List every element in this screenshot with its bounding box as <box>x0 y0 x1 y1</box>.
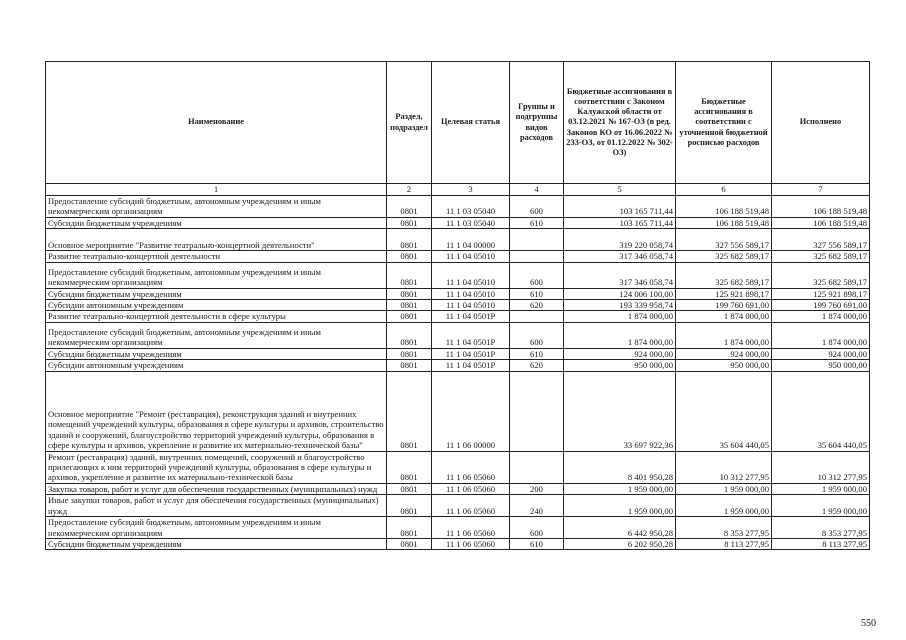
row-law-amount: 103 165 711,44 <box>564 217 676 228</box>
row-target: 11 1 04 0501Р <box>432 322 510 348</box>
row-target: 11 1 06 05060 <box>432 451 510 483</box>
table-row <box>46 251 870 262</box>
row-law-amount: 8 401 950,28 <box>564 451 676 483</box>
row-executed-amount: 1 959 000,00 <box>772 495 870 517</box>
row-target: 11 1 04 05010 <box>432 262 510 288</box>
row-target: 11 1 04 05010 <box>432 251 510 262</box>
table-row <box>46 288 870 299</box>
row-law-amount: 319 220 058,74 <box>564 229 676 251</box>
row-section: 0801 <box>387 288 432 299</box>
table-row <box>46 483 870 494</box>
row-executed-amount: 325 682 589,17 <box>772 251 870 262</box>
row-name: Субсидии бюджетным учреждениям <box>46 538 387 549</box>
row-plan-amount: 35 604 440,05 <box>676 371 772 451</box>
row-executed-amount: 950 000,00 <box>772 360 870 371</box>
row-expense-group: 620 <box>510 360 564 371</box>
row-law-amount: 924 000,00 <box>564 348 676 359</box>
column-number: 1 <box>46 184 387 196</box>
row-target: 11 1 03 05040 <box>432 217 510 228</box>
table-row <box>46 229 870 251</box>
row-plan-amount: 199 760 691,00 <box>676 300 772 311</box>
column-number: 3 <box>432 184 510 196</box>
row-expense-group <box>510 229 564 251</box>
table-row <box>46 311 870 322</box>
row-expense-group: 600 <box>510 262 564 288</box>
row-name: Развитие театрально-концертной деятельности в сфере культуры <box>46 311 387 322</box>
table-row <box>46 517 870 539</box>
row-section: 0801 <box>387 229 432 251</box>
row-name: Основное мероприятие "Ремонт (реставрация), реконструкция зданий и внутренних помещений учреждений культуры, образования в сфере культуры и архивов, строительство зданий и сооружений, благоустройство территорий учреждений культуры, образования в сфере культуры и архивов, укрепление и развитие их материально-технической базы" <box>46 371 387 451</box>
row-target: 11 1 04 0501Р <box>432 360 510 371</box>
row-target: 11 1 06 00000 <box>432 371 510 451</box>
header-refined: Бюджетные ассигнования в соответствии с уточненной бюджетной росписью расходов <box>676 62 772 184</box>
row-name: Иные закупки товаров, работ и услуг для обеспечения государственных (муниципальных) нужд <box>46 495 387 517</box>
row-target: 11 1 06 05060 <box>432 538 510 549</box>
row-expense-group: 620 <box>510 300 564 311</box>
row-plan-amount: 10 312 277,95 <box>676 451 772 483</box>
row-executed-amount: 325 682 589,17 <box>772 262 870 288</box>
row-target: 11 1 04 0501Р <box>432 348 510 359</box>
row-expense-group: 610 <box>510 538 564 549</box>
row-plan-amount: 8 353 277,95 <box>676 517 772 539</box>
header-name: Наименование <box>46 62 387 184</box>
row-plan-amount: 1 874 000,00 <box>676 311 772 322</box>
row-law-amount: 103 165 711,44 <box>564 196 676 218</box>
row-plan-amount: 8 113 277,95 <box>676 538 772 549</box>
column-number: 4 <box>510 184 564 196</box>
row-plan-amount: 125 921 898,17 <box>676 288 772 299</box>
header-section: Раздел, подраздел <box>387 62 432 184</box>
row-name: Субсидии автономным учреждениям <box>46 360 387 371</box>
row-section: 0801 <box>387 217 432 228</box>
page-number: 550 <box>861 618 876 629</box>
row-plan-amount: 1 874 000,00 <box>676 322 772 348</box>
row-executed-amount: 327 556 589,17 <box>772 229 870 251</box>
row-law-amount: 6 442 950,28 <box>564 517 676 539</box>
row-executed-amount: 1 874 000,00 <box>772 322 870 348</box>
row-target: 11 1 04 05010 <box>432 288 510 299</box>
table-row <box>46 348 870 359</box>
row-name: Субсидии бюджетным учреждениям <box>46 217 387 228</box>
row-section: 0801 <box>387 251 432 262</box>
row-expense-group: 610 <box>510 217 564 228</box>
header-executed: Исполнено <box>772 62 870 184</box>
table-row <box>46 495 870 517</box>
row-expense-group: 610 <box>510 288 564 299</box>
row-law-amount: 1 874 000,00 <box>564 311 676 322</box>
row-expense-group <box>510 311 564 322</box>
column-number: 6 <box>676 184 772 196</box>
row-expense-group: 600 <box>510 196 564 218</box>
row-plan-amount: 950 000,00 <box>676 360 772 371</box>
table-row <box>46 262 870 288</box>
row-law-amount: 950 000,00 <box>564 360 676 371</box>
row-plan-amount: 325 682 589,17 <box>676 251 772 262</box>
column-number-row <box>46 184 870 196</box>
row-name: Развитие театрально-концертной деятельности <box>46 251 387 262</box>
column-number: 2 <box>387 184 432 196</box>
row-expense-group: 200 <box>510 483 564 494</box>
row-expense-group <box>510 251 564 262</box>
row-name: Субсидии автономным учреждениям <box>46 300 387 311</box>
row-section: 0801 <box>387 483 432 494</box>
row-executed-amount: 924 000,00 <box>772 348 870 359</box>
row-law-amount: 1 874 000,00 <box>564 322 676 348</box>
row-expense-group <box>510 371 564 451</box>
row-plan-amount: 325 682 589,17 <box>676 262 772 288</box>
row-plan-amount: 106 188 519,48 <box>676 196 772 218</box>
row-section: 0801 <box>387 517 432 539</box>
row-name: Предоставление субсидий бюджетным, автономным учреждениям и иным некоммерческим организациям <box>46 196 387 218</box>
table-row <box>46 538 870 549</box>
row-expense-group: 600 <box>510 322 564 348</box>
row-name: Предоставление субсидий бюджетным, автономным учреждениям и иным некоммерческим организациям <box>46 262 387 288</box>
row-law-amount: 33 697 922,36 <box>564 371 676 451</box>
row-law-amount: 1 959 000,00 <box>564 483 676 494</box>
row-section: 0801 <box>387 300 432 311</box>
row-target: 11 1 06 05060 <box>432 495 510 517</box>
row-law-amount: 1 959 000,00 <box>564 495 676 517</box>
row-expense-group: 240 <box>510 495 564 517</box>
header-target: Целевая статья <box>432 62 510 184</box>
table-row <box>46 451 870 483</box>
column-number: 7 <box>772 184 870 196</box>
row-expense-group: 600 <box>510 517 564 539</box>
header-row <box>46 62 870 184</box>
row-target: 11 1 06 05060 <box>432 483 510 494</box>
row-executed-amount: 8 113 277,95 <box>772 538 870 549</box>
row-executed-amount: 106 188 519,48 <box>772 217 870 228</box>
row-section: 0801 <box>387 360 432 371</box>
budget-table <box>45 61 870 550</box>
row-section: 0801 <box>387 262 432 288</box>
row-executed-amount: 1 959 000,00 <box>772 483 870 494</box>
row-law-amount: 317 346 058,74 <box>564 262 676 288</box>
table-row <box>46 322 870 348</box>
row-plan-amount: 106 188 519,48 <box>676 217 772 228</box>
row-name: Основное мероприятие "Развитие театрально-концертной деятельности" <box>46 229 387 251</box>
row-executed-amount: 1 874 000,00 <box>772 311 870 322</box>
row-target: 11 1 06 05060 <box>432 517 510 539</box>
row-name: Предоставление субсидий бюджетным, автономным учреждениям и иным некоммерческим организациям <box>46 517 387 539</box>
column-number: 5 <box>564 184 676 196</box>
row-expense-group: 610 <box>510 348 564 359</box>
row-executed-amount: 10 312 277,95 <box>772 451 870 483</box>
row-law-amount: 124 006 100,00 <box>564 288 676 299</box>
table-row <box>46 360 870 371</box>
row-section: 0801 <box>387 495 432 517</box>
row-name: Субсидии бюджетным учреждениям <box>46 288 387 299</box>
row-executed-amount: 106 188 519,48 <box>772 196 870 218</box>
row-executed-amount: 125 921 898,17 <box>772 288 870 299</box>
header-law: Бюджетные ассигнования в соответствии с Законом Калужской области от 03.12.2021 № 167-ОЗ (в ред. Законов КО от 16.06.2022 № 233-ОЗ, от 01.12.2022 № 302-ОЗ) <box>564 62 676 184</box>
row-name: Предоставление субсидий бюджетным, автономным учреждениям и иным некоммерческим организациям <box>46 322 387 348</box>
row-expense-group <box>510 451 564 483</box>
row-section: 0801 <box>387 348 432 359</box>
row-executed-amount: 8 353 277,95 <box>772 517 870 539</box>
row-plan-amount: 924 000,00 <box>676 348 772 359</box>
row-law-amount: 317 346 058,74 <box>564 251 676 262</box>
row-target: 11 1 04 0501Р <box>432 311 510 322</box>
row-section: 0801 <box>387 322 432 348</box>
row-plan-amount: 1 959 000,00 <box>676 495 772 517</box>
row-target: 11 1 03 05040 <box>432 196 510 218</box>
row-section: 0801 <box>387 538 432 549</box>
row-law-amount: 193 339 958,74 <box>564 300 676 311</box>
table-row <box>46 196 870 218</box>
row-executed-amount: 199 760 691,00 <box>772 300 870 311</box>
row-target: 11 1 04 05010 <box>432 300 510 311</box>
row-target: 11 1 04 00000 <box>432 229 510 251</box>
row-section: 0801 <box>387 311 432 322</box>
row-name: Субсидии бюджетным учреждениям <box>46 348 387 359</box>
row-plan-amount: 1 959 000,00 <box>676 483 772 494</box>
row-executed-amount: 35 604 440,05 <box>772 371 870 451</box>
row-plan-amount: 327 556 589,17 <box>676 229 772 251</box>
row-section: 0801 <box>387 196 432 218</box>
header-groups: Группы и подгруппы видов расходов <box>510 62 564 184</box>
table-row <box>46 217 870 228</box>
row-section: 0801 <box>387 371 432 451</box>
row-law-amount: 6 202 950,28 <box>564 538 676 549</box>
row-name: Ремонт (реставрация) зданий, внутренних помещений, сооружений и благоустройство прилегающих к ним территорий учреждений культуры, образования в сфере культуры и архивов, укрепление и развитие их материально-технической базы <box>46 451 387 483</box>
row-section: 0801 <box>387 451 432 483</box>
table-row <box>46 300 870 311</box>
row-name: Закупка товаров, работ и услуг для обеспечения государственных (муниципальных) нужд <box>46 483 387 494</box>
table-row <box>46 371 870 451</box>
